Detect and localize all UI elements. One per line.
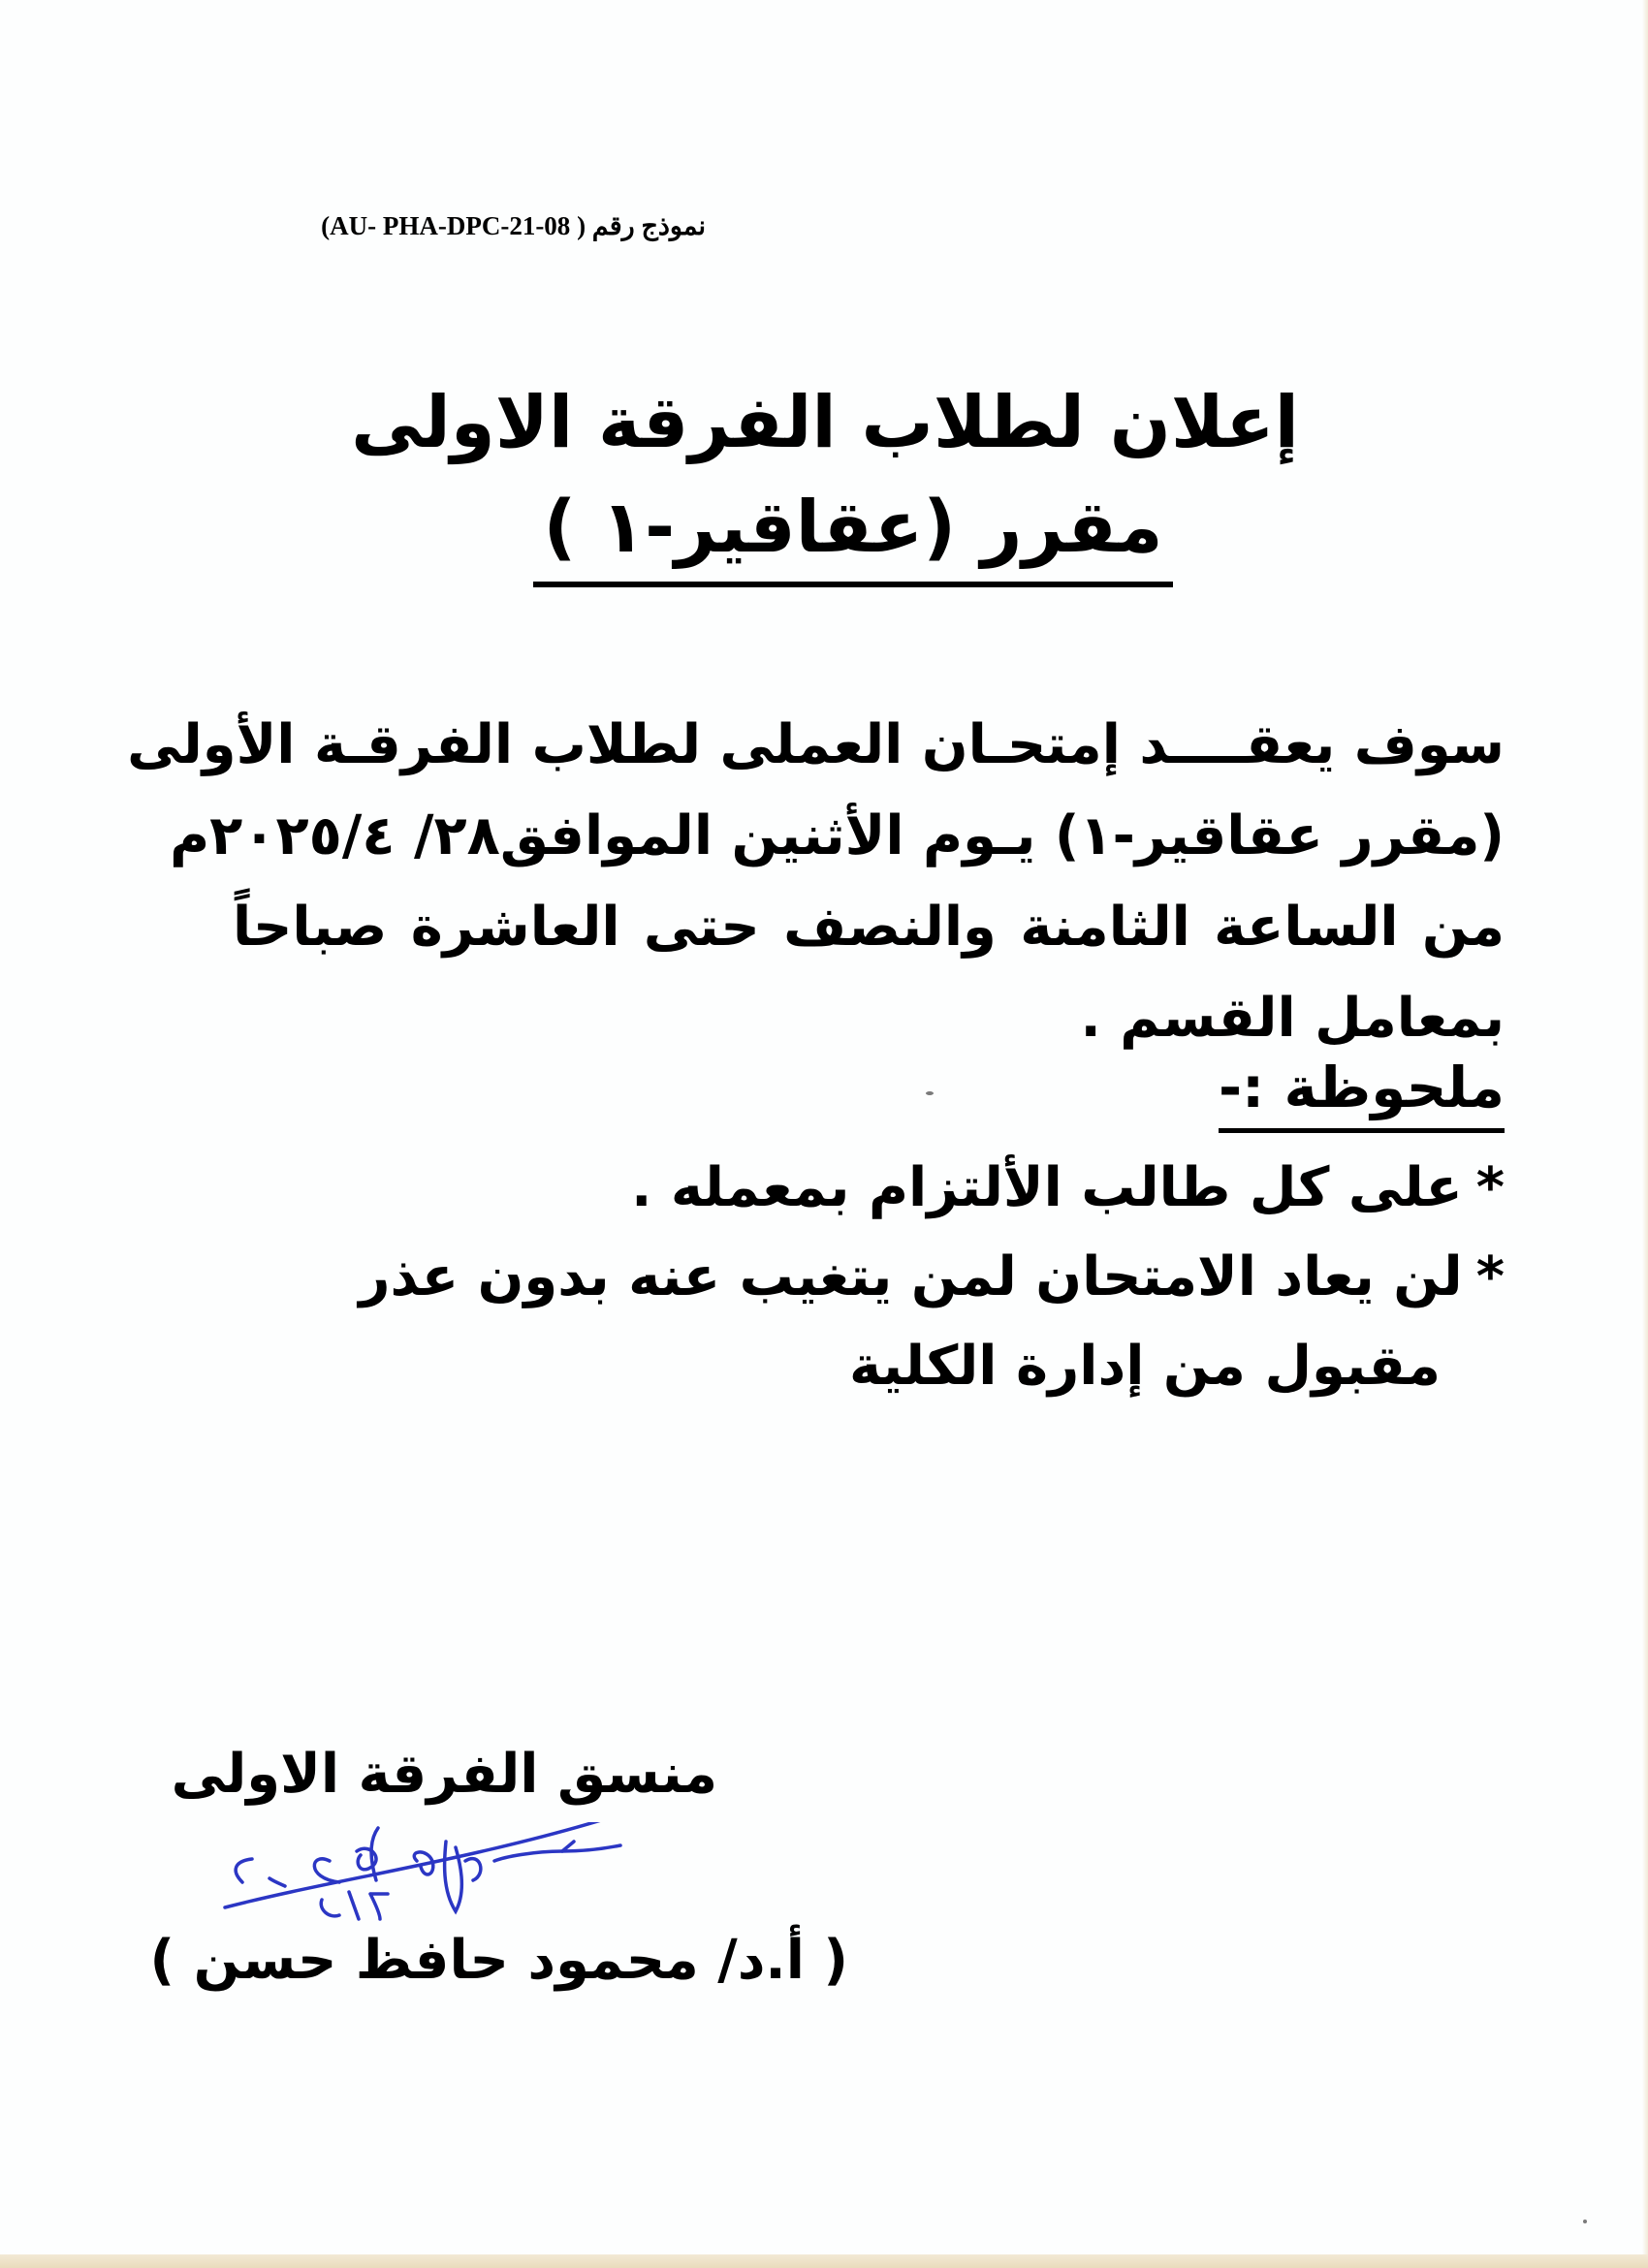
note-item-text: لن يعاد الامتحان لمن يتغيب عنه بدون عذر — [359, 1245, 1463, 1308]
body-line: سوف يعقــــد إمتحـان العملى لطلاب الفرقـة الأولى — [127, 713, 1505, 776]
asterisk-bullet-icon: * — [1475, 1245, 1505, 1308]
title-line-2-course: مقرر (عقاقير-١ ) — [533, 477, 1172, 587]
scan-artifact — [926, 1091, 934, 1095]
note-heading: ملحوظة :- — [1219, 1049, 1505, 1133]
note-item — [341, 1144, 1505, 1233]
body-line: من الساعة الثامنة والنصف حتى العاشرة صباحاً — [233, 896, 1505, 959]
signatory-name: ( أ.د/ محمود حافظ حسن ) — [149, 1929, 848, 1992]
note-item — [341, 1233, 1505, 1322]
announcement-body — [127, 700, 1505, 1064]
form-number: نموذج رقم ( AU- PHA-DPC-21-08) — [321, 211, 706, 240]
scan-page-edge-bottom — [0, 2254, 1648, 2268]
body-line: بمعامل القسم . — [1080, 987, 1505, 1050]
note-item-text: على كل طالب الألتزام بمعمله . — [631, 1156, 1463, 1219]
signatory-title: منسق الفرقة الاولى — [171, 1743, 717, 1806]
scan-page-edge — [1642, 0, 1648, 2268]
title-line-1: إعلان لطلاب الفرقة الاولى — [351, 381, 1299, 464]
announcement-title — [351, 368, 1299, 587]
note-list — [341, 1144, 1505, 1411]
scan-artifact — [1583, 2220, 1587, 2223]
handwritten-signature-icon — [213, 1822, 659, 1929]
asterisk-bullet-icon: * — [1475, 1156, 1505, 1219]
note-item-continuation: مقبول من إدارة الكلية — [849, 1335, 1441, 1398]
body-line: (مقرر عقاقير-١) يـوم الأثنين الموافق٢٨/ ٢٠٢٥/٤م — [170, 804, 1505, 867]
